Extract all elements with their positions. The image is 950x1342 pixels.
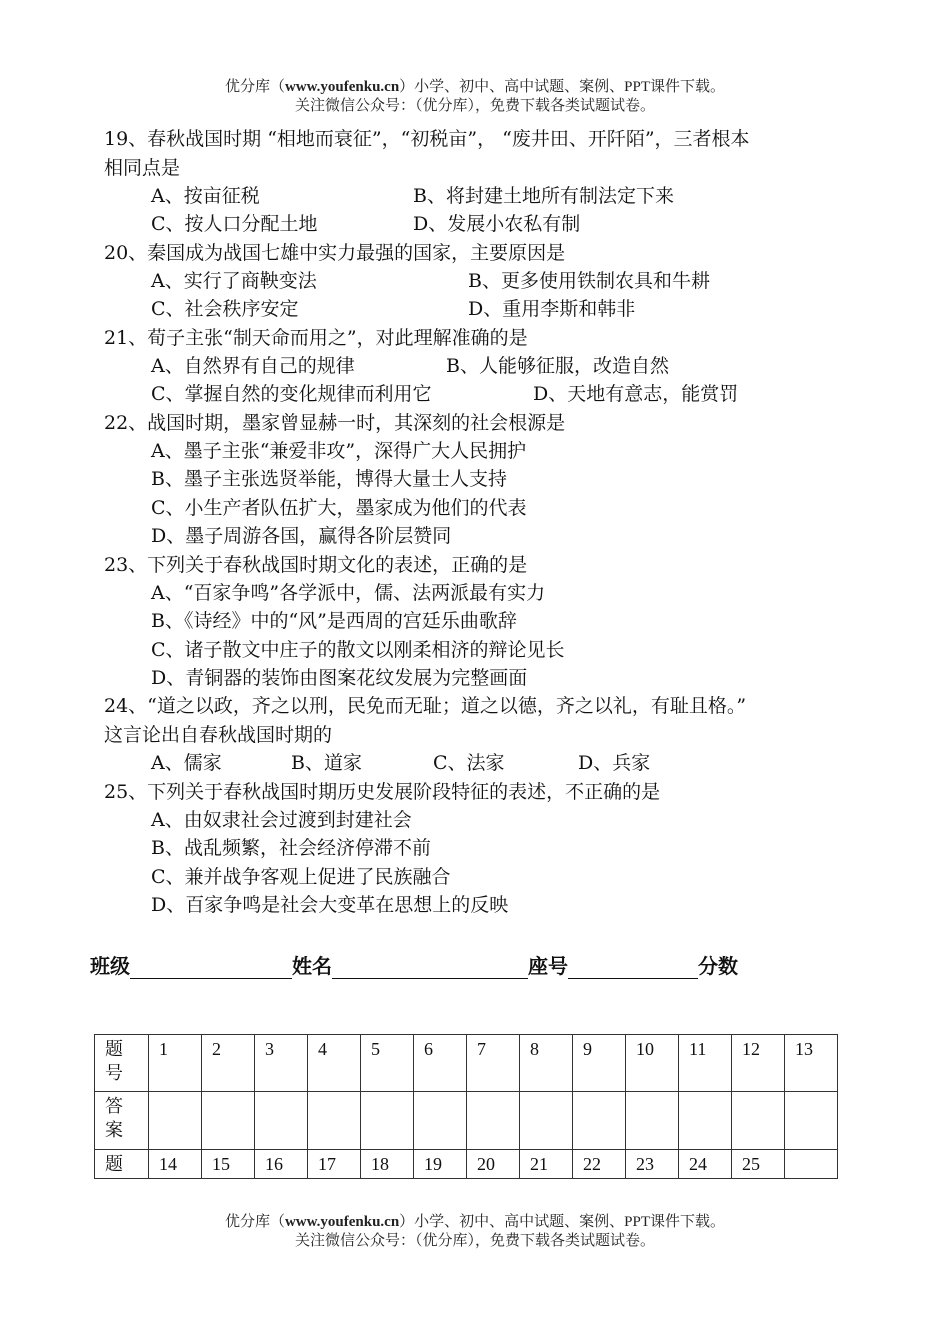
- question-22-stem: 22、战国时期，墨家曾显赫一时，其深刻的社会根源是: [104, 412, 566, 434]
- question-number-cell: 15: [202, 1150, 255, 1179]
- question-number-cell: 17: [308, 1150, 361, 1179]
- question-number-cell: 3: [255, 1035, 308, 1092]
- table-row-question-numbers-1: [95, 1035, 838, 1092]
- question-number-cell: 20: [467, 1150, 520, 1179]
- q21-option-d: D、天地有意志，能赏罚: [533, 383, 739, 405]
- row-label-answer: 答 案: [95, 1092, 149, 1150]
- seat-label: 座号: [528, 954, 568, 978]
- question-21-stem: 21、荀子主张“制天命而用之”，对此理解准确的是: [104, 327, 528, 349]
- q25-option-a: A、由奴隶社会过渡到封建社会: [151, 809, 412, 831]
- question-number-cell: 22: [573, 1150, 626, 1179]
- q24-option-c: C、法家: [433, 752, 505, 774]
- q21-option-b: B、人能够征服，改造自然: [446, 355, 669, 377]
- question-number-cell: 18: [361, 1150, 414, 1179]
- name-label: 姓名: [292, 954, 332, 978]
- name-field[interactable]: [332, 956, 528, 979]
- student-info-line: [90, 950, 738, 979]
- q22-option-b: B、墨子主张选贤举能，博得大量士人支持: [151, 468, 507, 490]
- header-line-2: 关注微信公众号：（优分库），免费下载各类试题试卷。: [294, 98, 655, 114]
- question-number-cell: 21: [520, 1150, 573, 1179]
- q19-option-c: C、按人口分配土地: [151, 213, 318, 235]
- q25-option-b: B、战乱频繁，社会经济停滞不前: [151, 837, 431, 859]
- class-field[interactable]: [130, 956, 292, 979]
- answer-cell[interactable]: [626, 1092, 679, 1150]
- q23-option-a: A、“百家争鸣”各学派中，儒、法两派最有实力: [151, 582, 546, 604]
- q23-option-c: C、诸子散文中庄子的散文以刚柔相济的辩论见长: [151, 639, 565, 661]
- question-number-cell: 9: [573, 1035, 626, 1092]
- seat-field[interactable]: [568, 956, 698, 979]
- answer-cell[interactable]: [573, 1092, 626, 1150]
- q24-option-b: B、道家: [291, 752, 362, 774]
- table-row-answers-1: [95, 1092, 838, 1150]
- question-number-cell: 5: [361, 1035, 414, 1092]
- header-site: www.youfenku.cn: [284, 79, 400, 95]
- question-number-cell: 14: [149, 1150, 202, 1179]
- question-24-stem: 24、“道之以政，齐之以刑，民免而无耻；道之以德，齐之以礼，有耻且格。”: [104, 695, 747, 717]
- table-row-question-numbers-2: [95, 1150, 838, 1179]
- answer-cell[interactable]: [732, 1092, 785, 1150]
- q22-option-d: D、墨子周游各国，赢得各阶层赞同: [151, 525, 452, 547]
- question-19-stem-cont: 相同点是: [104, 157, 181, 179]
- q19-option-a: A、按亩征税: [151, 185, 260, 207]
- question-number-cell: 2: [202, 1035, 255, 1092]
- footer-site: www.youfenku.cn: [284, 1214, 400, 1230]
- score-label: 分数: [698, 954, 738, 978]
- answer-cell[interactable]: [785, 1092, 838, 1150]
- answer-cell[interactable]: [361, 1092, 414, 1150]
- row-label-question-number: 题 号: [95, 1035, 149, 1092]
- answer-cell[interactable]: [467, 1092, 520, 1150]
- question-number-cell: 23: [626, 1150, 679, 1179]
- answer-cell[interactable]: [520, 1092, 573, 1150]
- row-label-question-number-2: 题: [95, 1150, 149, 1179]
- question-25-stem: 25、下列关于春秋战国时期历史发展阶段特征的表述，不正确的是: [104, 781, 661, 803]
- q20-option-d: D、重用李斯和韩非: [468, 298, 636, 320]
- question-number-cell: 1: [149, 1035, 202, 1092]
- answer-cell[interactable]: [255, 1092, 308, 1150]
- page-footer: [0, 1213, 950, 1251]
- q21-option-a: A、自然界有自己的规律: [151, 355, 355, 377]
- q20-option-c: C、社会秩序安定: [151, 298, 299, 320]
- q24-option-a: A、儒家: [151, 752, 222, 774]
- q25-option-c: C、兼并战争客观上促进了民族融合: [151, 866, 451, 888]
- answer-cell[interactable]: [202, 1092, 255, 1150]
- q19-option-d: D、发展小农私有制: [413, 213, 581, 235]
- q22-option-a: A、墨子主张“兼爱非攻”，深得广大人民拥护: [151, 440, 527, 462]
- question-number-cell: 24: [679, 1150, 732, 1179]
- answer-table: [94, 1034, 838, 1179]
- header-line-1: 优分库（www.youfenku.cn）小学、初中、高中试题、案例、PPT课件下载。: [224, 79, 726, 95]
- q21-option-c: C、掌握自然的变化规律而利用它: [151, 383, 432, 405]
- q23-option-d: D、青铜器的装饰由图案花纹发展为完整画面: [151, 667, 528, 689]
- question-number-cell: 16: [255, 1150, 308, 1179]
- q25-option-d: D、百家争鸣是社会大变革在思想上的反映: [151, 894, 509, 916]
- footer-line-1: 优分库（www.youfenku.cn）小学、初中、高中试题、案例、PPT课件下载。: [224, 1214, 726, 1230]
- answer-cell[interactable]: [679, 1092, 732, 1150]
- question-24-stem-cont: 这言论出自春秋战国时期的: [104, 724, 333, 746]
- answer-cell[interactable]: [308, 1092, 361, 1150]
- question-19-stem: 19、春秋战国时期 “相地而衰征”，“初税亩”， “废井田、开阡陌”，三者根本: [104, 128, 750, 150]
- answer-cell[interactable]: [414, 1092, 467, 1150]
- q23-option-b: B、《诗经》中的“风”是西周的宫廷乐曲歌辞: [151, 610, 517, 632]
- q20-option-b: B、更多使用铁制农具和牛耕: [468, 270, 710, 292]
- question-number-cell: 6: [414, 1035, 467, 1092]
- q20-option-a: A、实行了商鞅变法: [151, 270, 317, 292]
- question-number-cell: 11: [679, 1035, 732, 1092]
- q24-option-d: D、兵家: [578, 752, 651, 774]
- question-20-stem: 20、秦国成为战国七雄中实力最强的国家，主要原因是: [104, 242, 566, 264]
- q22-option-c: C、小生产者队伍扩大，墨家成为他们的代表: [151, 497, 527, 519]
- question-number-cell: 7: [467, 1035, 520, 1092]
- footer-line-2: 关注微信公众号：（优分库），免费下载各类试题试卷。: [294, 1233, 655, 1249]
- question-number-cell: 4: [308, 1035, 361, 1092]
- question-number-cell: 8: [520, 1035, 573, 1092]
- question-number-cell: 10: [626, 1035, 679, 1092]
- question-23-stem: 23、下列关于春秋战国时期文化的表述，正确的是: [104, 554, 528, 576]
- question-number-cell: 25: [732, 1150, 785, 1179]
- class-label: 班级: [90, 954, 130, 978]
- question-number-cell: [785, 1150, 838, 1179]
- question-number-cell: 13: [785, 1035, 838, 1092]
- question-number-cell: 19: [414, 1150, 467, 1179]
- q19-option-b: B、将封建土地所有制法定下来: [413, 185, 674, 207]
- answer-cell[interactable]: [149, 1092, 202, 1150]
- page-header-top: [0, 78, 950, 116]
- question-number-cell: 12: [732, 1035, 785, 1092]
